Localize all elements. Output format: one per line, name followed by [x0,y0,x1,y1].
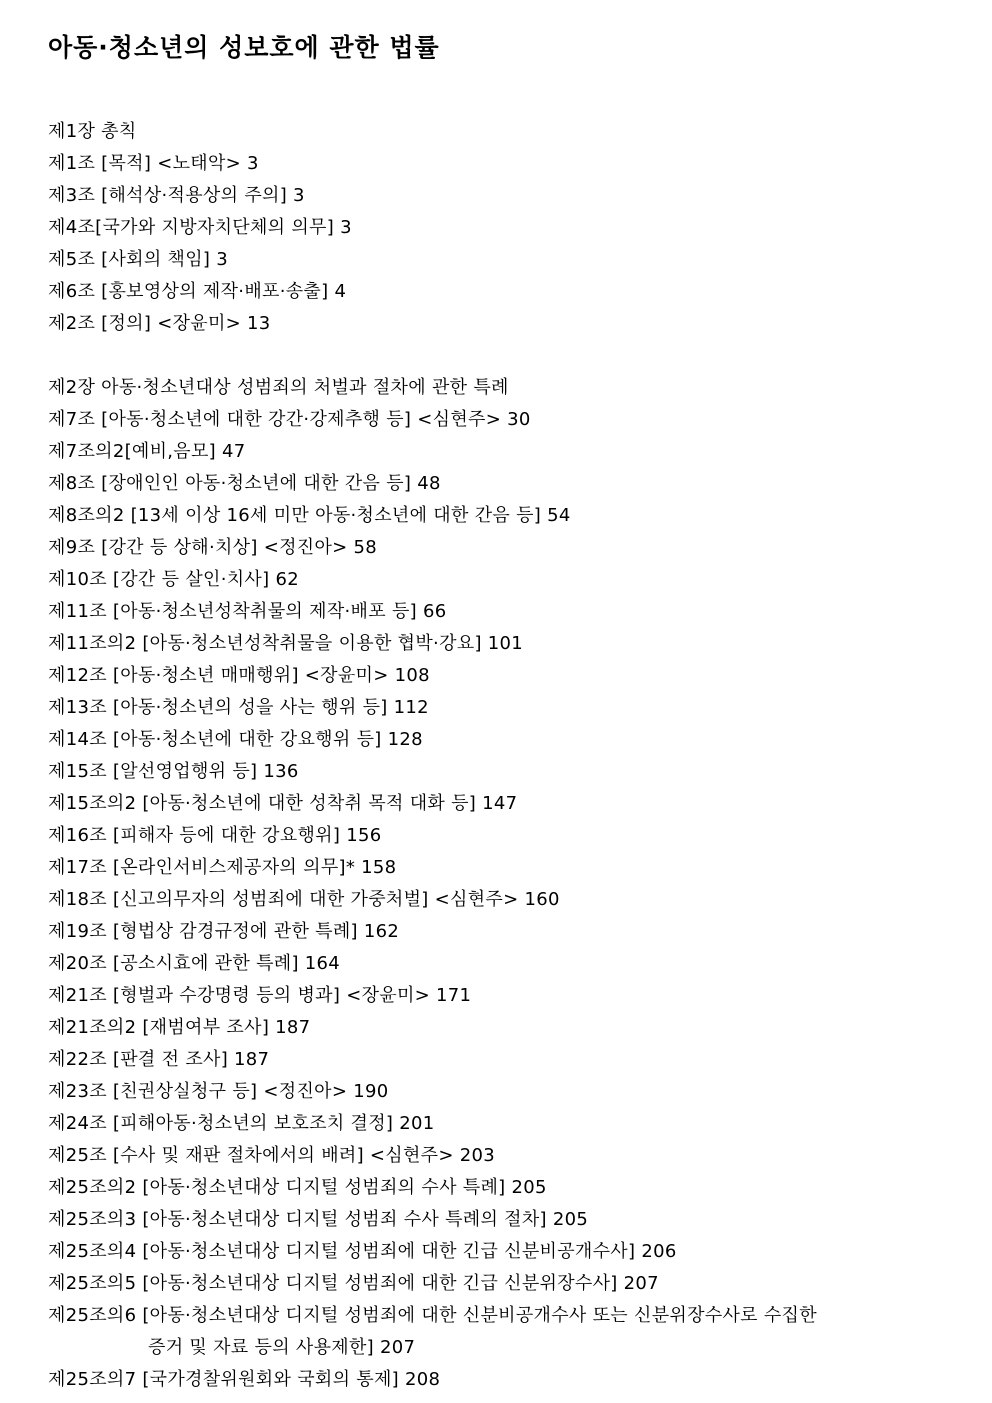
toc-entry-continuation: 증거 및 자료 등의 사용제한] 207 [148,1337,416,1358]
toc-entry: 제21조 [형벌과 수강명령 등의 병과] <장윤미> 171 [48,985,472,1006]
toc-entry: 제24조 [피해아동·청소년의 보호조치 결정] 201 [48,1113,435,1134]
toc-entry: 제20조 [공소시효에 관한 특례] 164 [48,953,341,974]
toc-entry: 제25조의4 [아동·청소년대상 디지털 성범죄에 대한 긴급 신분비공개수사] 206 [48,1241,677,1262]
section-chapter-1 [48,116,948,340]
section-chapter-2 [48,372,948,1396]
chapter-heading: 제2장 아동·청소년대상 성범죄의 처벌과 절차에 관한 특례 [48,377,509,398]
toc-entry: 제25조의2 [아동·청소년대상 디지털 성범죄의 수사 특례] 205 [48,1177,547,1198]
toc-entry: 제12조 [아동·청소년 매매행위] <장윤미> 108 [48,665,430,686]
toc-entry: 제21조의2 [재범여부 조사] 187 [48,1017,311,1038]
toc-entry: 제15조의2 [아동·청소년에 대한 성착취 목적 대화 등] 147 [48,793,518,814]
toc-entry: 제17조 [온라인서비스제공자의 의무]* 158 [48,857,397,878]
toc-entry: 제10조 [강간 등 살인·치사] 62 [48,569,299,590]
toc-entry: 제2조 [정의] <장윤미> 13 [48,313,271,334]
toc-entry: 제25조의6 [아동·청소년대상 디지털 성범죄에 대한 신분비공개수사 또는 신분위장수사로 수집한 [48,1305,817,1326]
toc-entry: 제5조 [사회의 책임] 3 [48,249,229,270]
toc-entry: 제14조 [아동·청소년에 대한 강요행위 등] 128 [48,729,423,750]
toc-entry: 제8조의2 [13세 이상 16세 미만 아동·청소년에 대한 간음 등] 54 [48,505,571,526]
toc-entry: 제7조 [아동·청소년에 대한 강간·강제추행 등] <심현주> 30 [48,409,531,430]
toc-entry: 제4조[국가와 지방자치단체의 의무] 3 [48,217,352,238]
toc-entry: 제11조 [아동·청소년성착취물의 제작·배포 등] 66 [48,601,447,622]
toc-entry: 제15조 [알선영업행위 등] 136 [48,761,299,782]
document-title: 아동·청소년의 성보호에 관한 법률 [48,33,440,62]
toc-entry: 제16조 [피해자 등에 대한 강요행위] 156 [48,825,382,846]
toc-entry: 제7조의2[예비,음모] 47 [48,441,246,462]
toc-entry: 제8조 [장애인인 아동·청소년에 대한 간음 등] 48 [48,473,441,494]
toc-entry: 제6조 [홍보영상의 제작·배포·송출] 4 [48,281,347,302]
toc-entry: 제25조의7 [국가경찰위원회와 국회의 통제] 208 [48,1369,441,1390]
toc-entry: 제22조 [판결 전 조사] 187 [48,1049,270,1070]
toc-entry: 제11조의2 [아동·청소년성착취물을 이용한 협박·강요] 101 [48,633,524,654]
toc-entry: 제25조의5 [아동·청소년대상 디지털 성범죄에 대한 긴급 신분위장수사] 207 [48,1273,659,1294]
toc-entry: 제25조 [수사 및 재판 절차에서의 배려] <심현주> 203 [48,1145,496,1166]
toc-entry: 제9조 [강간 등 상해·치상] <정진아> 58 [48,537,378,558]
toc-entry: 제25조의3 [아동·청소년대상 디지털 성범죄 수사 특례의 절차] 205 [48,1209,589,1230]
toc-entry: 제13조 [아동·청소년의 성을 사는 행위 등] 112 [48,697,429,718]
chapter-heading: 제1장 총칙 [48,121,137,142]
document-page [48,28,948,1396]
toc-entry: 제23조 [친권상실청구 등] <정진아> 190 [48,1081,389,1102]
toc-entry: 제19조 [형법상 감경규정에 관한 특례] 162 [48,921,400,942]
toc-entry: 제18조 [신고의무자의 성범죄에 대한 가중처벌] <심현주> 160 [48,889,560,910]
toc-entry: 제1조 [목적] <노태악> 3 [48,153,259,174]
toc-entry: 제3조 [해석상·적용상의 주의] 3 [48,185,305,206]
